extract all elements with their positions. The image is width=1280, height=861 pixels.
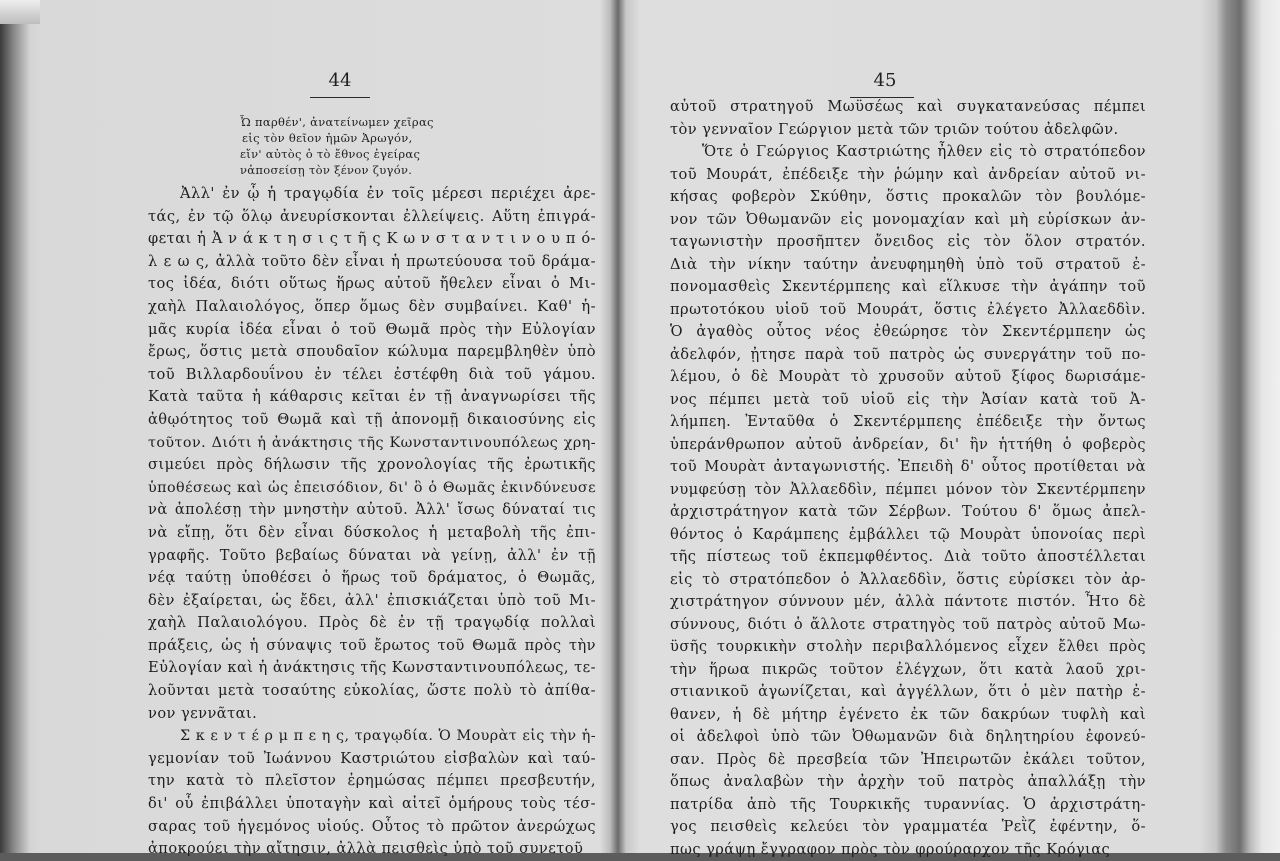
verse-stanza [240,114,434,178]
text-line: δι' οὗ ἐπιβάλλει ὑποταγὴν καὶ αἰτεῖ ὁμήρους τοὺς τέσ- [148,793,596,816]
text-line: γεμονίαν τοῦ Ἰωάννου Καστριώτου εἰσβαλὼν καὶ ταύ- [148,748,596,771]
text-line: σαν. Πρὸς δὲ πρεσβεία τῶν Ἠπειρωτῶν ἐκάλει τοῦτον, [670,749,1146,772]
text-line: ὅπως ἀναλαβὼν τὴν ἀρχὴν τοῦ πατρὸς ἀπαλλάξῃ τὴν [670,771,1146,794]
text-line: σιμεύει πρὸς δήλωσιν τῆς χρονολογίας τῆς ἐρωτικῆς [148,454,596,477]
verse-line: Ὦ παρθέν', ἀνατείνωμεν χεῖρας [240,114,434,130]
text-line: νὰ ἀπολέσῃ τὴν μνηστὴν αὐτοῦ. Ἀλλ' ἴσως δύναταί τις [148,499,596,522]
text-line: θανεν, ἡ δὲ μήτηρ ἐγένετο ἐκ τῶν δακρύων τυφλὴ καὶ [670,704,1146,727]
text-line: θόντος ὁ Καράμπεης ἐμβάλλει τῷ Μουρὰτ ὑπονοίας περὶ [670,524,1146,547]
text-line: πράξεις, ὡς ἡ σύναψις τοῦ ἔρωτος τοῦ Θωμᾶ πρὸς τὴν [148,635,596,658]
text-line: Ἀλλ' ἐν ᾧ ἡ τραγῳδία ἐν τοῖς μέρεσι περιέχει ἀρε- [148,183,596,206]
text-line: τῆς πίστεως τοῦ ἐκπεμφθέντος. Διὰ τοῦτο ἀποστέλλεται [670,546,1146,569]
text-line: τος ἰδέα, διότι οὕτως ἥρως αὐτοῦ ἤθελεν εἶναι ὁ Μι- [148,273,596,296]
verse-line: εἰς τὸν θεῖον ἡμῶν Ἀρωγόν, [240,130,434,146]
text-line: λήμπεη. Ἐνταῦθα ὁ Σκεντέρμπεης ἐπέδειξε τὴν ὄντως [670,411,1146,434]
verse-line: εἴν' αὐτὸς ὁ τὸ ἔθνος ἐγείρας [240,146,434,162]
right-body-text [670,96,1146,861]
text-line: πονομασθεὶς Σκεντέρμπεης καὶ εἵλκυσε τὴν ἀγάπην τοῦ [670,276,1146,299]
text-line: τάς, ἐν τῷ ὅλῳ ἀνευρίσκονται ἐλλείψεις. Αὕτη ἐπιγρά- [148,206,596,229]
text-line: μᾶς κυρία ἰδέα εἶναι ὁ τοῦ Θωμᾶ πρὸς τὴν Εὐλογίαν [148,319,596,342]
text-line: χαὴλ Παλαιολόγου. Πρὸς δὲ ἐν τῇ τραγῳδίᾳ πολλαὶ [148,612,596,635]
right-page [640,0,1206,853]
text-line: νον γεννᾶται. [148,703,596,726]
text-line: τοῦ Μουρὰτ ἀνταγωνιστής. Ἐπειδὴ δ' οὗτος προτίθεται νὰ [670,456,1146,479]
text-line: τοῦ Βιλλαρδουΐνου ἐν τέλει ἐστέφθη διὰ τοῦ γάμου. [148,364,596,387]
text-line: χιστράτηγον σύννουν μέν, ἀλλὰ πάντοτε πιστόν. Ἦτο δὲ [670,591,1146,614]
text-line: Κατὰ ταῦτα ἡ κάθαρσις κεῖται ἐν τῇ ἀναγνωρίσει τῆς [148,386,596,409]
text-line: σύννους, διότι ὁ ἄλλοτε στρατηγὸς τοῦ πατρὸς αὐτοῦ Μω- [670,614,1146,637]
text-line: στιανικοῦ ἀγωνίζεται, καὶ ἀγγέλλων, ὅτι ὁ μὲν πατὴρ ἐ- [670,681,1146,704]
text-line: κήσας φοβερὸν Σκύθην, ὅστις προκαλῶν τὸν βουλόμε- [670,186,1146,209]
text-line: οἱ ἀδελφοὶ ὑπὸ τῶν Ὀθωμανῶν διὰ δηλητηρίου ἐφονεύ- [670,726,1146,749]
text-line: ἀδελφόν, ᾐτησε παρὰ τοῦ πατρὸς ὡς συνεργάτην τοῦ πο- [670,344,1146,367]
text-line: νὰ εἴπῃ, ὅτι δὲν εἶναι δύσκολος ἡ μεταβολὴ τῆς ἐπι- [148,522,596,545]
text-line: νέᾳ ταύτῃ ὑποθέσει ὁ ἥρως τοῦ δράματος, ὁ Θωμᾶς, [148,567,596,590]
text-line: φεται ἡ Ἀ ν ά κ τ η σ ι ς τ ῆ ς Κ ω ν σ τ α ν τ ι ν ο υ π ό- [148,228,596,251]
page-number-rule [310,97,370,98]
page-corner [0,0,40,24]
text-line: ϋσῆς τουρκικὴν στολὴν περιβαλλόμενος εἶχεν ἔλθει πρὸς [670,636,1146,659]
page-number: 44 [300,70,380,91]
text-line: τοῦτον. Διότι ἡ ἀνάκτησις τῆς Κωνσταντινουπόλεως χρη- [148,432,596,455]
text-line: λ ε ω ς, ἀλλὰ τοῦτο δὲν εἶναι ἡ πρωτεύουσα τοῦ δράμα- [148,251,596,274]
text-line: νυμφεύσῃ τὸν Ἀλλαεδδὶν, πέμπει μόνον τὸν Σκεντέρμπεην [670,479,1146,502]
text-line: αὐτοῦ στρατηγοῦ Μωϋσέως καὶ συγκατανεύσας πέμπει [670,96,1146,119]
text-line: πως γράψῃ ἔγγραφον πρὸς τὸν φρούραρχον τῆς Κρόγιας [670,839,1146,861]
text-line: σαρας τοῦ ἡγεμόνος υἱούς. Οὗτος τὸ πρῶτον ἀνερώχως [148,816,596,839]
text-line: δὲν ἐξαίρεται, ὡς ἔδει, ἀλλ' ἐπισκιάζεται ὑπὸ τοῦ Μι- [148,590,596,613]
text-line: τὸν γενναῖον Γεώργιον μετὰ τῶν τριῶν τούτου ἀδελφῶν. [670,119,1146,142]
verse-line: νἀποσείσῃ τὸν ξένον ζυγόν. [240,162,434,178]
text-line: την κατὰ τὸ πλεῖστον ἐρημώσας πέμπει πρεσβευτήν, [148,770,596,793]
text-line: Εὐλογίαν καὶ ἡ ἀνάκτησις τῆς Κωνσταντινουπόλεως, τε- [148,657,596,680]
text-line: νος πέμπει μετὰ τοῦ υἱοῦ εἰς τὴν Ἀσίαν κατὰ τοῦ Ἀ- [670,389,1146,412]
text-line: ὑπεράνθρωπον αὐτοῦ ἀνδρείαν, δι' ἣν ἡττήθη ὁ φοβερὸς [670,434,1146,457]
text-line: Ὅτε ὁ Γεώργιος Καστριώτης ἦλθεν εἰς τὸ στρατόπεδον [670,141,1146,164]
text-line: πατρίδα ἀπὸ τῆς Τουρκικῆς τυραννίας. Ὁ ἀρχιστράτη- [670,794,1146,817]
text-line: Ὁ ἀγαθὸς οὗτος νέος ἐθεώρησε τὸν Σκεντέρμπεην ὡς [670,321,1146,344]
text-line: πρωτοτόκου υἱοῦ τοῦ Μουράτ, ὅστις ἐλέγετο Ἀλλαεδδὶν. [670,299,1146,322]
text-line: ἀθῳότητος τοῦ Θωμᾶ καὶ τῇ ἀπονομῇ δικαιοσύνης εἰς [148,409,596,432]
text-line: ἀρχιστράτηγον κατὰ τῶν Σέρβων. Τούτου δ' ὅμως ἀπελ- [670,501,1146,524]
text-line: λοῦνται μετὰ τοσαύτης εὐκολίας, ὥστε πολὺ τὸ ἀπίθα- [148,680,596,703]
text-line: εἰς τὸ στρατόπεδον ὁ Ἀλλαεδδὶν, ὅστις εὑρίσκει τὸν ἀρ- [670,569,1146,592]
text-line: γος πεισθεὶς κελεύει τὸν γραμματέα Ῥεῒζ ἐφέντην, ὅ- [670,816,1146,839]
text-line: χαὴλ Παλαιολόγος, ὅπερ ὅμως δὲν συμβαίνει. Καθ' ἡ- [148,296,596,319]
text-line: τὴν ἥρωα πικρῶς τοῦτον ἐλέγχων, ὅτι κατὰ λαοῦ χρι- [670,659,1146,682]
text-line: Διὰ τὴν νίκην ταύτην ἀνευφημηθὴ ὑπὸ τοῦ στρατοῦ ἐ- [670,254,1146,277]
text-line: ἔρως, ὅστις μετὰ σπουδαῖον κώλυμα παρεμβληθὲν ὑπὸ [148,341,596,364]
text-line: λέμου, ὁ δὲ Μουρὰτ τὸ χρυσοῦν αὐτοῦ ξίφος δωρισάμε- [670,366,1146,389]
text-line: ταγωνιστὴν προσῆπτεν ὄνειδος εἰς τὸν ὅλον στρατόν. [670,231,1146,254]
left-page [40,0,606,853]
page-number: 45 [845,70,925,91]
text-line: τοῦ Μουράτ, ἐπέδειξε τὴν ῥώμην καὶ ἀνδρείαν αὐτοῦ νι- [670,164,1146,187]
left-body-text [148,183,596,861]
text-line: ἀποκρούει τὴν αἴτησιν, ἀλλὰ πεισθεὶς ὑπὸ τοῦ συνετοῦ [148,838,596,861]
text-line: ὑποθέσεως καὶ ὡς ἐπεισόδιον, δι' ὃ ὁ Θωμᾶς ἐκινδύνευσε [148,477,596,500]
text-line: Σ κ ε ν τ έ ρ μ π ε η ς, τραγῳδία. Ὁ Μουρὰτ εἰς τὴν ἡ- [148,725,596,748]
text-line: νον τῶν Ὀθωμανῶν εἰς μονομαχίαν καὶ μὴ εὑρίσκων ἀν- [670,209,1146,232]
text-line: γραφῆς. Τοῦτο βεβαίως δύναται νὰ γείνῃ, ἀλλ' ἐν τῇ [148,545,596,568]
